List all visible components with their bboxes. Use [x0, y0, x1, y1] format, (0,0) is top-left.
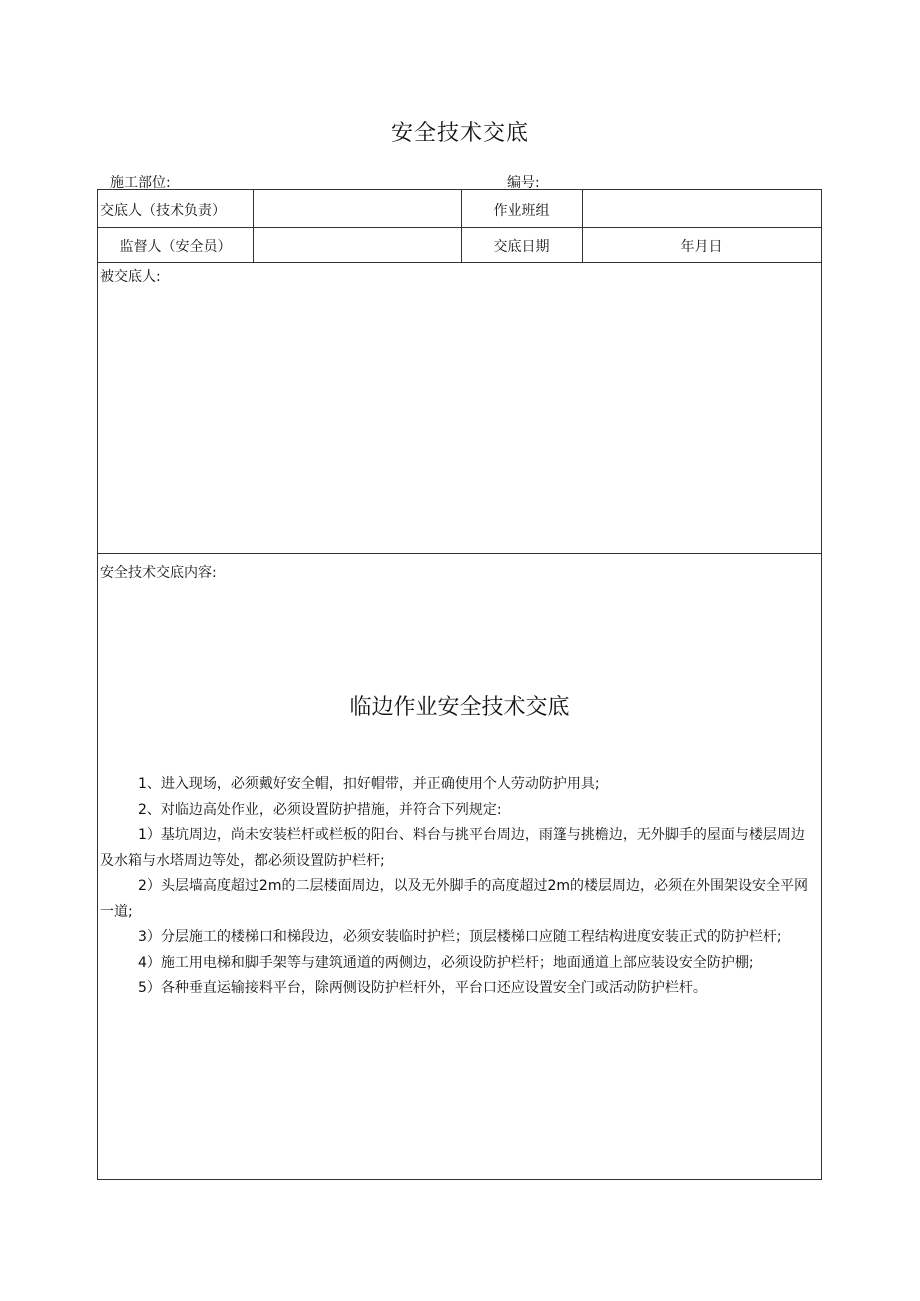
site-label: 施工部位: [110, 175, 171, 191]
recipient-label: 被交底人: [100, 269, 161, 285]
column-divider [253, 190, 254, 262]
document-title: 安全技术交底 [390, 121, 529, 146]
handover-form [97, 189, 822, 1180]
number-label: 编号: [507, 175, 540, 191]
content-label: 安全技术交底内容: [100, 565, 217, 581]
row-divider [98, 262, 821, 263]
content-paragraph: 4）施工用电梯和脚手架等与建筑通道的两侧边，必须设防护栏杆；地面通道上部应装设安全防护棚; [138, 954, 754, 971]
section-divider [98, 553, 821, 554]
content-paragraph: 1）基坑周边，尚未安装栏杆或栏板的阳台、料台与挑平台周边，雨篷与挑檐边，无外脚手的屋面与楼层周边及水箱与水塔周边等处，都必须设置防护栏杆; [100, 827, 805, 869]
content-paragraph: 5）各种垂直运输接料平台，除两侧设防护栏杆外，平台口还应设置安全门或活动防护栏杆。 [138, 980, 707, 996]
work-team-label: 作业班组 [493, 203, 550, 219]
content-body [100, 772, 818, 1002]
content-paragraph: 2、对临边高处作业，必须设置防护措施，并符合下列规定: [138, 801, 502, 818]
content-paragraph: 2）头层墙高度超过2m的二层楼面周边，以及无外脚手的高度超过2m的楼层周边，必须在外围架设安全平网一道; [100, 878, 808, 920]
content-subtitle: 临边作业安全技术交底 [349, 695, 570, 720]
handover-date-label: 交底日期 [493, 239, 550, 255]
content-paragraph: 3）分层施工的楼梯口和梯段边，必须安装临时护栏；顶层楼梯口应随工程结构进度安装正式的防护栏杆; [138, 929, 782, 945]
content-paragraph: 1、进入现场，必须戴好安全帽，扣好帽带，并正确使用个人劳动防护用具; [138, 776, 600, 792]
row-divider [98, 227, 821, 228]
handover-person-label: 交底人（技术负责） [100, 203, 226, 219]
supervisor-label: 监督人（安全员） [119, 239, 232, 255]
handover-date-field[interactable]: 年月日 [680, 239, 723, 255]
